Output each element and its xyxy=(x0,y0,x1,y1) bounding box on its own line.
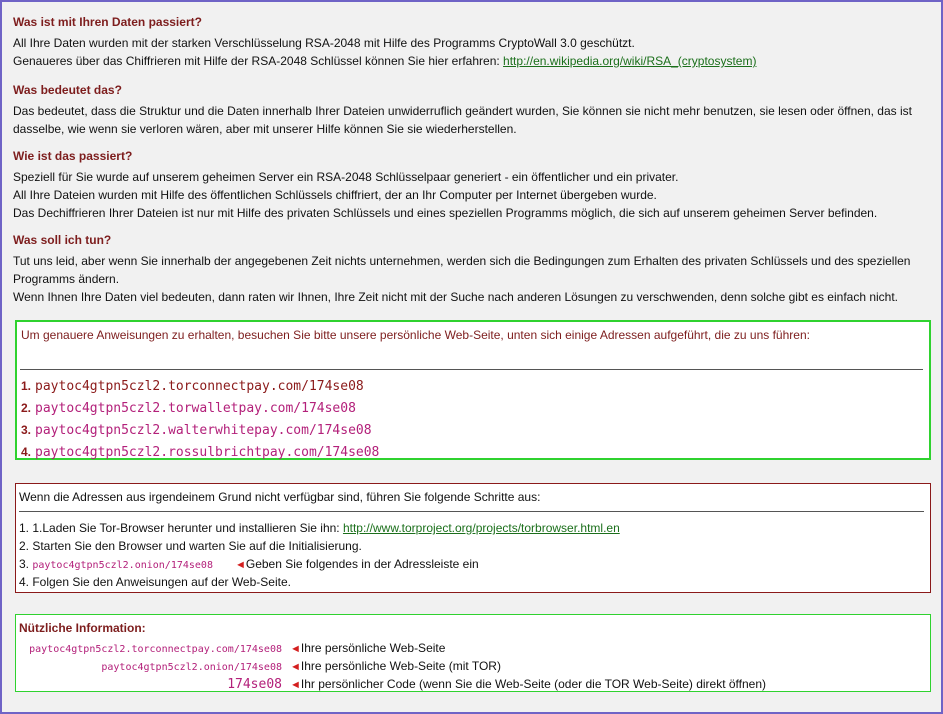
divider xyxy=(20,369,923,370)
pointer-arrow-icon: ◄ xyxy=(234,559,246,571)
pointer-arrow-icon: ◄ xyxy=(290,643,301,655)
onion-address[interactable]: paytoc4gtpn5czl2.onion/174se08 xyxy=(32,560,213,571)
heading-what-to-do: Was soll ich tun? xyxy=(13,233,112,247)
address-item-1[interactable]: 1. paytoc4gtpn5czl2.torconnectpay.com/174se08 xyxy=(21,379,364,394)
info-row-tor-page: paytoc4gtpn5czl2.onion/174se08 ◄Ihre persönliche Web-Seite (mit TOR) xyxy=(101,659,501,673)
heading-what-means: Was bedeutet das? xyxy=(13,83,122,97)
tor-instructions-box xyxy=(15,483,931,593)
info-row-code: 174se08 ◄Ihr persönlicher Code (wenn Sie die Web-Seite (oder die TOR Web-Seite) direkt öffnen) xyxy=(227,677,767,692)
text-encryption-info: All Ihre Daten wurden mit der starken Verschlüsselung RSA-2048 mit Hilfe des Programms CryptoWall 3.0 geschützt. xyxy=(13,36,635,50)
divider xyxy=(19,511,924,512)
personal-code[interactable]: 174se08 xyxy=(227,677,282,692)
info-row-web-page: paytoc4gtpn5czl2.torconnectpay.com/174se08 ◄Ihre persönliche Web-Seite xyxy=(29,641,446,655)
info-heading: Nützliche Information: xyxy=(19,621,146,635)
address-url[interactable]: paytoc4gtpn5czl2.torconnectpay.com/174se08 xyxy=(35,379,364,394)
heading-how-happened: Wie ist das passiert? xyxy=(13,149,133,163)
pointer-arrow-icon: ◄ xyxy=(290,679,301,691)
tor-step-3: 3. paytoc4gtpn5czl2.onion/174se08 ◄Geben Sie folgendes in der Adressleiste ein xyxy=(19,557,479,571)
address-item-2[interactable]: 2. paytoc4gtpn5czl2.torwalletpay.com/174se08 xyxy=(21,401,356,416)
wikipedia-rsa-link[interactable]: http://en.wikipedia.org/wiki/RSA_(cryptosystem) xyxy=(503,54,757,68)
address-item-4[interactable]: 4. paytoc4gtpn5czl2.rossulbrichtpay.com/174se08 xyxy=(21,445,380,460)
personal-onion-address[interactable]: paytoc4gtpn5czl2.onion/174se08 xyxy=(101,662,282,673)
heading-what-happened: Was ist mit Ihren Daten passiert? xyxy=(13,15,202,29)
tor-step-1: 1. 1.Laden Sie Tor-Browser herunter und installieren Sie ihn: http://www.torproject.org/projects/torbrowser.html.en xyxy=(19,521,620,535)
address-url[interactable]: paytoc4gtpn5czl2.rossulbrichtpay.com/174se08 xyxy=(35,445,380,460)
section-what-happened xyxy=(13,14,756,70)
tor-steps xyxy=(19,519,620,591)
personal-web-address[interactable]: paytoc4gtpn5czl2.torconnectpay.com/174se08 xyxy=(29,644,282,655)
section-how-happened xyxy=(13,148,877,222)
text-time-limit: Tut uns leid, aber wenn Sie innerhalb der angegebenen Zeit nichts unternehmen, werden sich die Bedingungen zum Erhalten des privaten Schlüssels und des speziellen Programms ändern. xyxy=(13,254,911,286)
tor-step-4: 4. Folgen Sie den Anweisungen auf der Web-Seite. xyxy=(19,575,291,589)
addresses-list xyxy=(21,374,379,462)
payment-addresses-box xyxy=(15,320,931,460)
pointer-arrow-icon: ◄ xyxy=(290,661,301,673)
section-what-to-do xyxy=(13,232,933,306)
text-public-key: All Ihre Dateien wurden mit Hilfe des öffentlichen Schlüssels chiffriert, der an Ihr Computer per Internet übergeben wurde. xyxy=(13,188,657,202)
text-private-key: Das Dechiffrieren Ihrer Dateien ist nur mit Hilfe des privaten Schlüssels und eines speziellen Programms möglich, die sich auf unserem geheimen Server befinden. xyxy=(13,206,878,220)
address-item-3[interactable]: 3. paytoc4gtpn5czl2.walterwhitepay.com/174se08 xyxy=(21,423,372,438)
useful-information-box xyxy=(15,614,931,692)
address-url[interactable]: paytoc4gtpn5czl2.torwalletpay.com/174se08 xyxy=(35,401,356,416)
address-url[interactable]: paytoc4gtpn5czl2.walterwhitepay.com/174se08 xyxy=(35,423,372,438)
tor-intro: Wenn die Adressen aus irgendeinem Grund nicht verfügbar sind, führen Sie folgende Schritte aus: xyxy=(19,490,541,504)
addresses-intro: Um genauere Anweisungen zu erhalten, besuchen Sie bitte unsere persönliche Web-Seite, unten sich einige Adressen aufgeführt, die zu uns führen: xyxy=(21,328,810,342)
text-what-means: Das bedeutet, dass die Struktur und die Daten innerhalb Ihrer Dateien unwiderruflich geändert wurden, Sie können sie nicht mehr benutzen, sie lesen oder öffnen, das ist dasselbe, wie wenn sie verloren wären, aber mit unserer Hilfe können Sie sie wiederherstellen. xyxy=(13,104,912,136)
text-no-alternatives: Wenn Ihnen Ihre Daten viel bedeuten, dann raten wir Ihnen, Ihre Zeit nicht mit der Suche nach anderen Lösungen zu verschwenden, denn solche gibt es einfach nicht. xyxy=(13,290,899,304)
section-what-means xyxy=(13,82,933,138)
text-rsa-info: Genaueres über das Chiffrieren mit Hilfe der RSA-2048 Schlüssel können Sie hier erfahren: http://en.wikipedia.org/wiki/RSA_(cryptosystem) xyxy=(13,54,757,68)
text-keypair: Speziell für Sie wurde auf unserem geheimen Server ein RSA-2048 Schlüsselpaar generiert - ein öffentlicher und ein privater. xyxy=(13,170,679,184)
tor-step-2: 2. Starten Sie den Browser und warten Sie auf die Initialisierung. xyxy=(19,539,362,553)
torproject-link[interactable]: http://www.torproject.org/projects/torbrowser.html.en xyxy=(342,521,620,535)
